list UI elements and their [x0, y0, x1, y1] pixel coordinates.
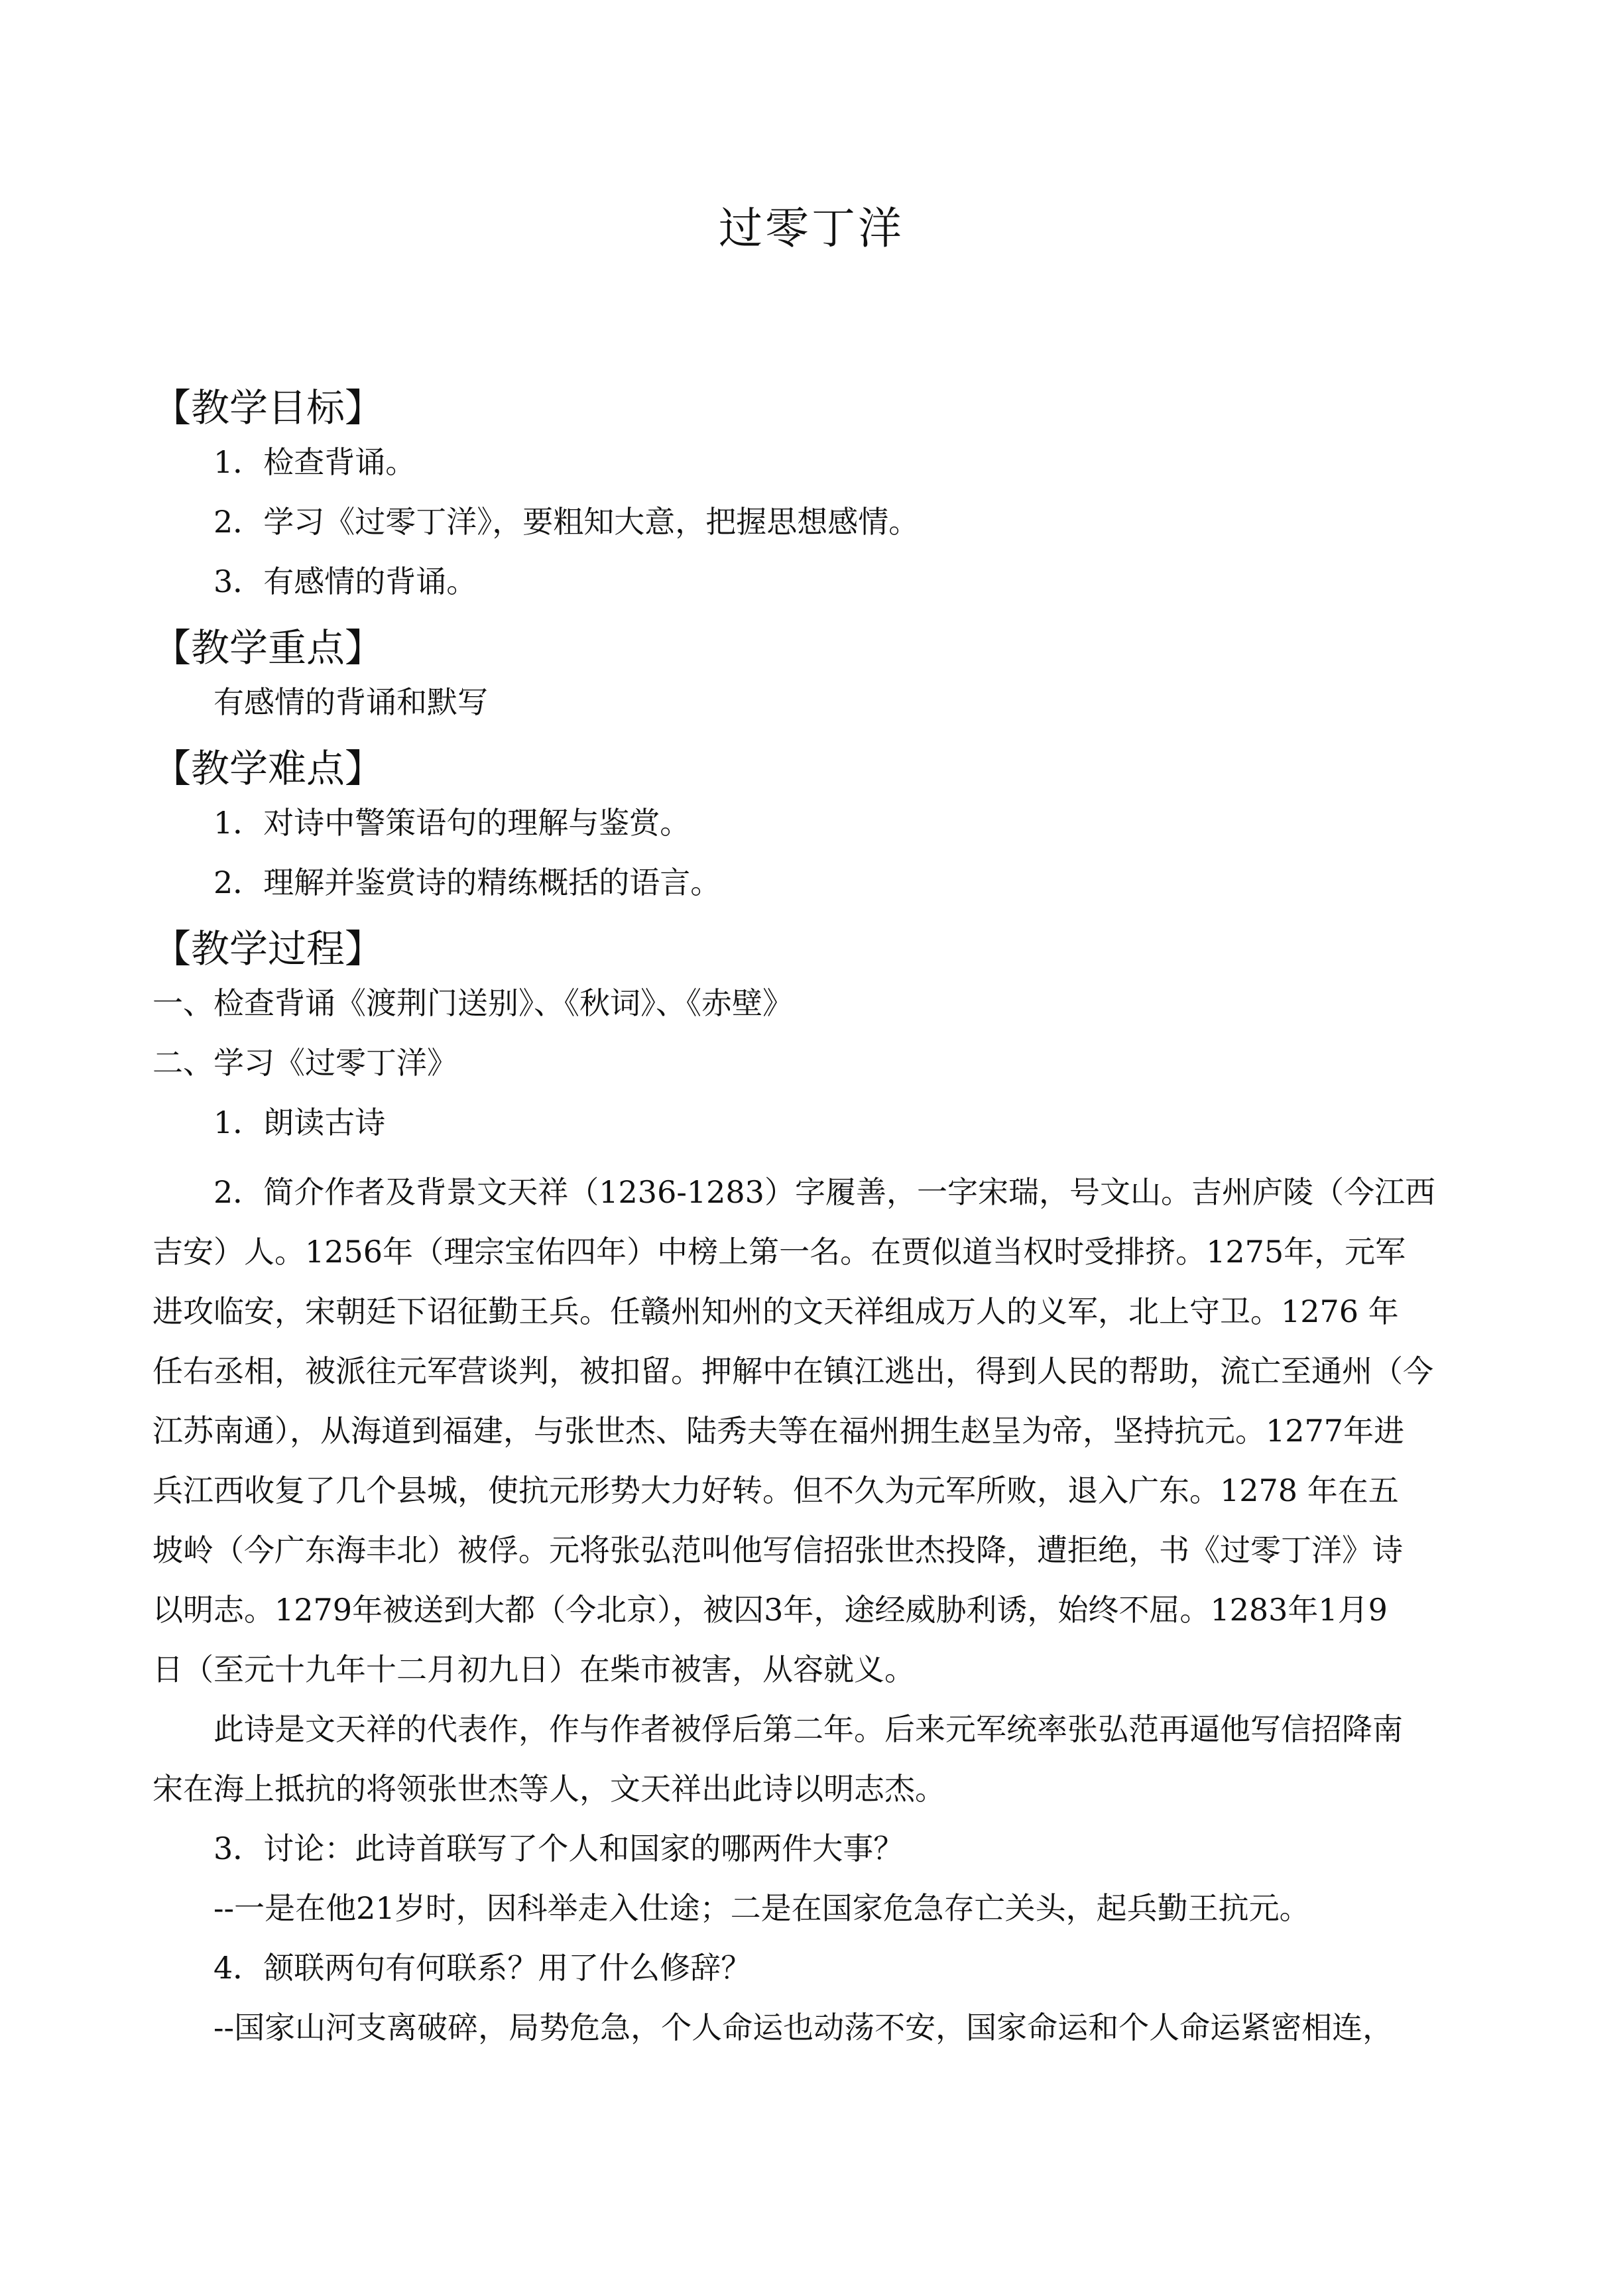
question-3: 3．讨论：此诗首联写了个人和国家的哪两件大事？	[213, 1831, 904, 1866]
objective-item-3: 3．有感情的背诵。	[213, 564, 477, 599]
bio-line: 进攻临安，宋朝廷下诏征勤王兵。任赣州知州的文天祥组成万人的义军，北上守卫。1276 年	[152, 1294, 1399, 1329]
document-body	[152, 378, 1486, 2057]
bio-line: 吉安）人。1256年（理宗宝佑四年）中榜上第一名。在贾似道当权时受排挤。1275年，元军	[152, 1234, 1406, 1270]
page-title: 过零丁洋	[719, 203, 904, 254]
poem-bg-line: 宋在海上抵抗的将领张世杰等人，文天祥出此诗以明志杰。	[152, 1771, 945, 1807]
question-4: 4．颔联两句有何联系？用了什么修辞？	[213, 1950, 752, 1986]
heading-process: 【教学过程】	[152, 926, 384, 971]
author-bio-paragraph	[152, 1162, 1486, 1699]
process-sub-1: 1．朗读古诗	[213, 1105, 386, 1140]
difficulty-item-1: 1．对诗中警策语句的理解与鉴赏。	[213, 805, 691, 841]
answer-4: --国家山河支离破碎，局势危急，个人命运也动荡不安，国家命运和个人命运紧密相连，	[213, 2010, 1394, 2045]
objective-item-1: 1．检查背诵。	[213, 444, 416, 480]
bio-line: 任右丞相，被派往元军营谈判，被扣留。押解中在镇江逃出，得到人民的帮助，流亡至通州（今	[152, 1353, 1433, 1389]
heading-difficulties: 【教学难点】	[152, 746, 384, 791]
bio-line: 兵江西收复了几个县城，使抗元形势大力好转。但不久为元军所败，退入广东。1278 年在五	[152, 1473, 1399, 1508]
bio-line: 以明志。1279年被送到大都（今北京），被囚3年，途经威胁利诱，始终不屈。1283年1月9	[152, 1592, 1388, 1628]
bio-line: 2．简介作者及背景文天祥（1236-1283）字履善，一字宋瑞，号文山。吉州庐陵（今江西	[213, 1174, 1435, 1210]
process-step-2: 二、学习《过零丁洋》	[152, 1045, 457, 1081]
bio-line: 江苏南通），从海道到福建，与张世杰、陆秀夫等在福州拥生赵呈为帝，坚持抗元。1277年进	[152, 1413, 1405, 1449]
objective-item-2: 2．学习《过零丁洋》，要粗知大意，把握思想感情。	[213, 504, 920, 540]
key-points-text: 有感情的背诵和默写	[213, 684, 488, 720]
discussion-block	[152, 1819, 1486, 2057]
process-step-1: 一、检查背诵《渡荆门送别》、《秋词》、《赤壁》	[152, 985, 793, 1021]
difficulty-item-2: 2．理解并鉴赏诗的精练概括的语言。	[213, 865, 721, 900]
bio-line: 日（至元十九年十二月初九日）在柴市被害，从容就义。	[152, 1652, 915, 1687]
bio-line: 坡岭（今广东海丰北）被俘。元将张弘范叫他写信招张世杰投降，遭拒绝，书《过零丁洋》诗	[152, 1532, 1403, 1568]
answer-3: --一是在他21岁时，因科举走入仕途；二是在国家危急存亡关头，起兵勤王抗元。	[213, 1890, 1310, 1926]
poem-background-paragraph	[152, 1699, 1486, 1819]
heading-key-points: 【教学重点】	[152, 625, 384, 670]
heading-objectives: 【教学目标】	[152, 385, 384, 430]
poem-bg-line: 此诗是文天祥的代表作，作与作者被俘后第二年。后来元军统率张弘范再逼他写信招降南	[213, 1711, 1403, 1747]
